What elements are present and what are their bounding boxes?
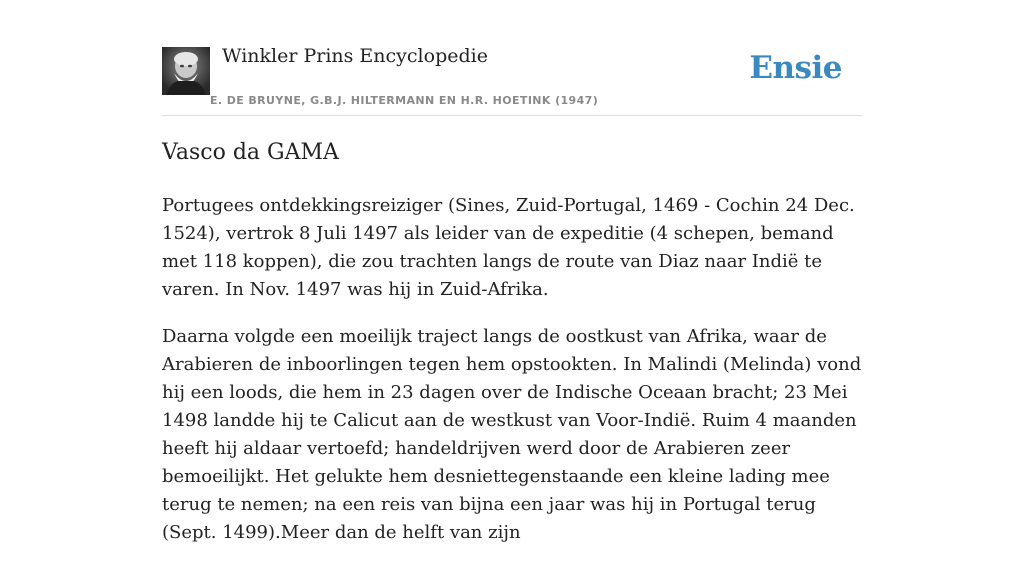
ensie-logo[interactable]: Ensie (749, 50, 842, 86)
source-title[interactable]: Winkler Prins Encyclopedie (222, 45, 488, 67)
avatar[interactable] (162, 47, 210, 95)
article-body (162, 192, 862, 566)
page-title: Vasco da GAMA (162, 140, 339, 165)
article-paragraph: Daarna volgde een moeilijk traject langs de oostkust van Afrika, waar de Arabieren de inboorlingen tegen hem opstookten. In Malindi (Melinda) vond hij een loods, die hem in 23 dagen over de Indische Oceaan bracht; 23 Mei 1498 landde hij te Calicut aan de westkust van Voor-Indië. Ruim 4 maanden heeft hij aldaar vertoefd; handeldrijven werd door de Arabieren zeer bemoeilijkt. Het gelukte hem desniettegenstaande een kleine lading mee terug te nemen; na een reis van bijna een jaar was hij in Portugal terug (Sept. 1499).Meer dan de helft van zijn (162, 326, 862, 543)
portrait-icon (162, 47, 210, 95)
source-header (162, 0, 862, 116)
article-page (162, 0, 862, 543)
article-paragraph: Portugees ontdekkingsreiziger (Sines, Zuid-Portugal, 1469 - Cochin 24 Dec. 1524), vertrok 8 Juli 1497 als leider van de expeditie (4 schepen, bemand met 118 koppen), die zou trachten langs de route van Diaz naar Indië te varen. In Nov. 1497 was hij in Zuid-Afrika. (162, 195, 855, 300)
source-authors: E. DE BRUYNE, G.B.J. HILTERMANN EN H.R. HOETINK (1947) (210, 94, 599, 107)
